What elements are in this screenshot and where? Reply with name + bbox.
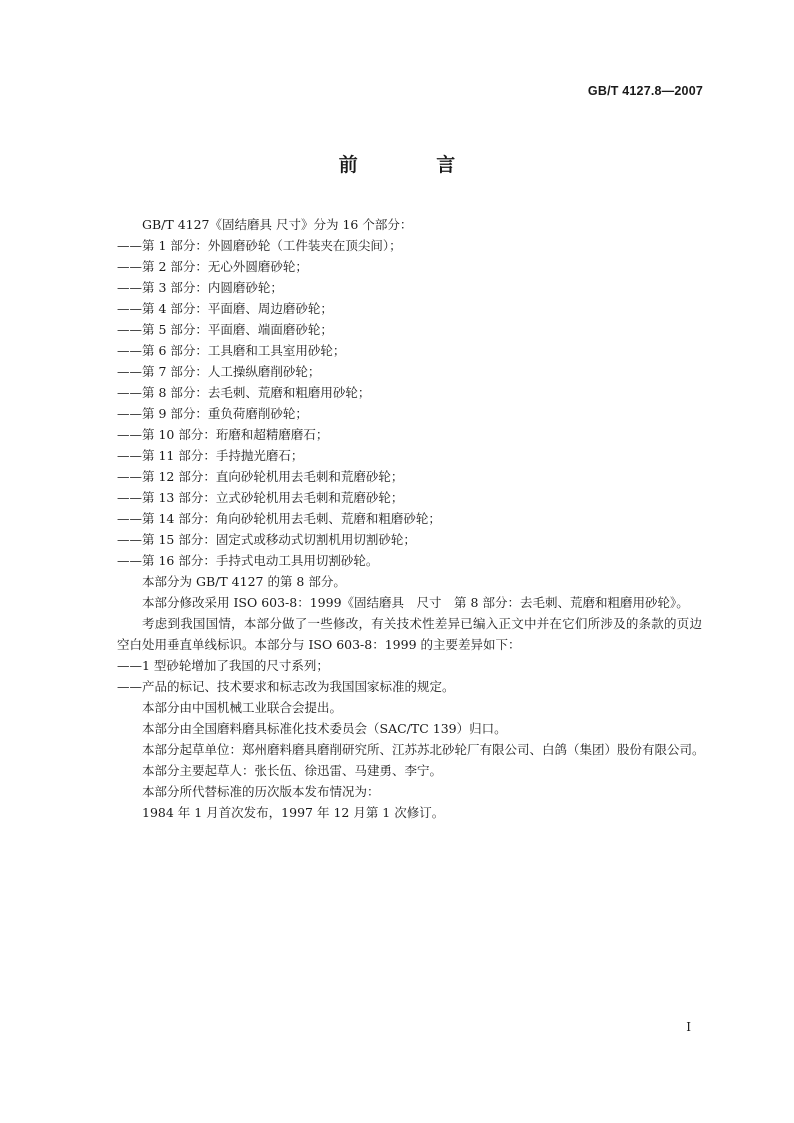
list-item-part-15: ——第 15 部分：固定式或移动式切割机用切割砂轮； bbox=[117, 532, 416, 547]
paragraph-drafters: 本部分主要起草人：张长伍、徐迅雷、马建勇、李宁。 bbox=[142, 763, 443, 778]
list-item-difference-2: ——产品的标记、技术要求和标志改为我国国家标准的规定。 bbox=[117, 679, 455, 694]
list-item-part-6: ——第 6 部分：工具磨和工具室用砂轮； bbox=[117, 343, 346, 358]
list-item-part-5: ——第 5 部分：平面磨、端面磨砂轮； bbox=[117, 322, 333, 337]
list-item-part-2: ——第 2 部分：无心外圆磨砂轮； bbox=[117, 259, 308, 274]
standard-code: GB/T 4127.8—2007 bbox=[587, 84, 703, 98]
list-item-part-12: ——第 12 部分：直向砂轮机用去毛刺和荒磨砂轮； bbox=[117, 469, 404, 484]
list-item-part-10: ——第 10 部分：珩磨和超精磨磨石； bbox=[117, 427, 329, 442]
paragraph-proposed-by: 本部分由中国机械工业联合会提出。 bbox=[142, 700, 343, 715]
list-item-part-13: ——第 13 部分：立式砂轮机用去毛刺和荒磨砂轮； bbox=[117, 490, 404, 505]
page-number: I bbox=[686, 1020, 691, 1034]
paragraph-history: 1984 年 1 月首次发布，1997 年 12 月第 1 次修订。 bbox=[142, 805, 445, 820]
list-item-part-3: ——第 3 部分：内圆磨砂轮； bbox=[117, 280, 283, 295]
list-item-part-11: ——第 11 部分：手持抛光磨石； bbox=[117, 448, 304, 463]
list-item-difference-1: ——1 型砂轮增加了我国的尺寸系列； bbox=[117, 658, 329, 673]
list-item-part-8: ——第 8 部分：去毛刺、荒磨和粗磨用砂轮； bbox=[117, 385, 371, 400]
list-item-part-9: ——第 9 部分：重负荷磨削砂轮； bbox=[117, 406, 308, 421]
list-item-part-7: ——第 7 部分：人工操纵磨削砂轮； bbox=[117, 364, 321, 379]
paragraph-differences: 考虑到我国国情，本部分做了一些修改，有关技术性差异已编入正文中并在它们所涉及的条款的页边空白处用垂直单线标识。本部分与 ISO 603-8：1999 的主要差异如下： bbox=[117, 616, 702, 652]
paragraph-part-number: 本部分为 GB/T 4127 的第 8 部分。 bbox=[142, 574, 346, 589]
page-title: 前 言 bbox=[338, 154, 492, 176]
foreword-body bbox=[117, 214, 705, 823]
list-item-part-4: ——第 4 部分：平面磨、周边磨砂轮； bbox=[117, 301, 333, 316]
paragraph-responsible-by: 本部分由全国磨料磨具标准化技术委员会（SAC/TC 139）归口。 bbox=[142, 721, 507, 736]
list-item-part-14: ——第 14 部分：角向砂轮机用去毛刺、荒磨和粗磨砂轮； bbox=[117, 511, 441, 526]
paragraph-parts-intro: GB/T 4127《固结磨具 尺寸》分为 16 个部分： bbox=[142, 217, 413, 232]
list-item-part-16: ——第 16 部分：手持式电动工具用切割砂轮。 bbox=[117, 553, 379, 568]
list-item-part-1: ——第 1 部分：外圆磨砂轮（工件装夹在顶尖间）； bbox=[117, 238, 402, 253]
paragraph-drafting-units: 本部分起草单位：郑州磨料磨具磨削研究所、江苏苏北砂轮厂有限公司、白鸽（集团）股份有限公司。 bbox=[142, 742, 705, 757]
paragraph-history-intro: 本部分所代替标准的历次版本发布情况为： bbox=[142, 784, 380, 799]
paragraph-iso-adoption: 本部分修改采用 ISO 603-8：1999《固结磨具 尺寸 第 8 部分：去毛刺、荒磨和粗磨用砂轮》。 bbox=[142, 595, 689, 610]
